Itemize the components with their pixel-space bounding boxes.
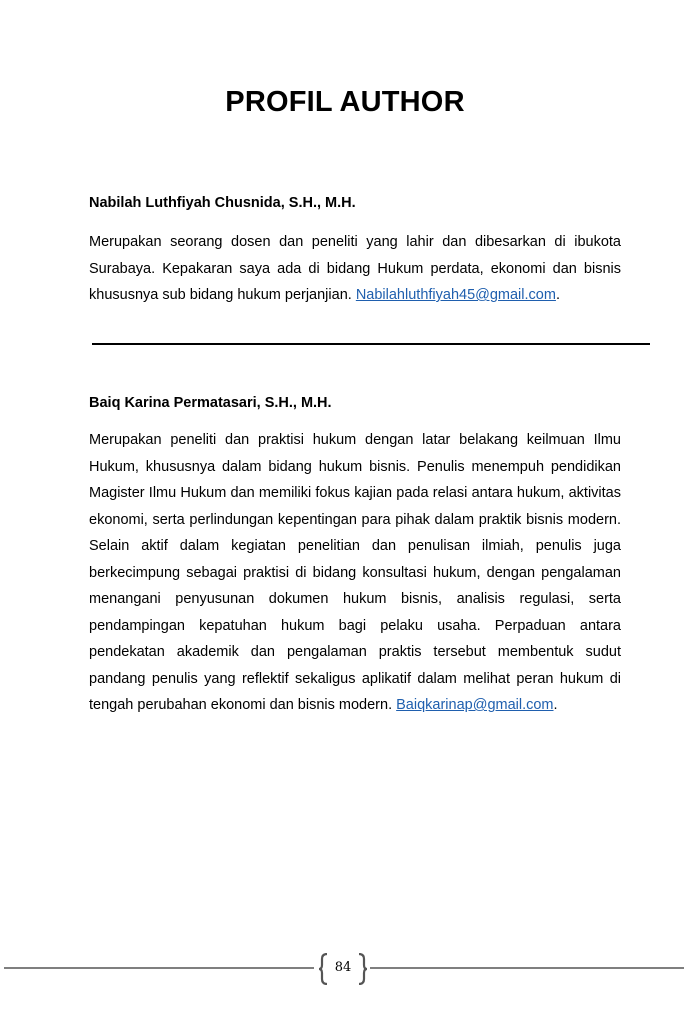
footer-rule-right (370, 967, 684, 969)
section-divider (92, 343, 650, 345)
page-title: PROFIL AUTHOR (225, 86, 465, 118)
author-bio-2-text: Merupakan peneliti dan praktisi hukum dengan latar belakang keilmuan Ilmu Hukum, khususnya dalam bidang hukum bisnis. Penulis menempuh pendidikan Magister Ilmu Hukum dan memiliki fokus kajian pada relasi antara hukum, aktivitas ekonomi, serta perlindungan kepentingan para pihak dalam praktik bisnis modern. Selain aktif dalam kegiatan penelitian dan penulisan ilmiah, penulis juga berkecimpung sebagai praktisi di bidang konsultasi hukum, dengan pengalaman menangani penyusunan dokumen hukum bisnis, analisis regulasi, serta pendampingan kepatuhan hukum bagi pelaku usaha. Perpaduan antara pendekatan akademik dan pengalaman praktis tersebut membentuk sudut pandang penulis yang reflektif sekaligus aplikatif dalam melihat peran hukum di tengah perubahan ekonomi dan bisnis modern. (89, 432, 621, 713)
author-bio-1 (89, 229, 621, 309)
author-bio-1-suffix: . (555, 287, 560, 303)
author-bio-2-suffix: . (553, 697, 558, 713)
author-email-link-1[interactable]: Nabilahluthfiyah45@gmail.com (355, 287, 556, 303)
author-bio-1-text: Merupakan seorang dosen dan peneliti yang lahir dan dibesarkan di ibukota Surabaya. Kepakaran saya ada di bidang Hukum perdata, ekonomi dan bisnis khususnya sub bidang hukum perjanjian. (89, 234, 621, 303)
footer-rule-left (4, 967, 314, 969)
page-number: 84 (334, 960, 352, 975)
page-number-frame (318, 953, 368, 985)
author-name-1: Nabilah Luthfiyah Chusnida, S.H., M.H. (89, 195, 356, 211)
author-email-link-2[interactable]: Baiqkarinap@gmail.com (396, 697, 554, 713)
author-bio-2 (89, 427, 621, 719)
author-name-2: Baiq Karina Permatasari, S.H., M.H. (89, 395, 332, 411)
